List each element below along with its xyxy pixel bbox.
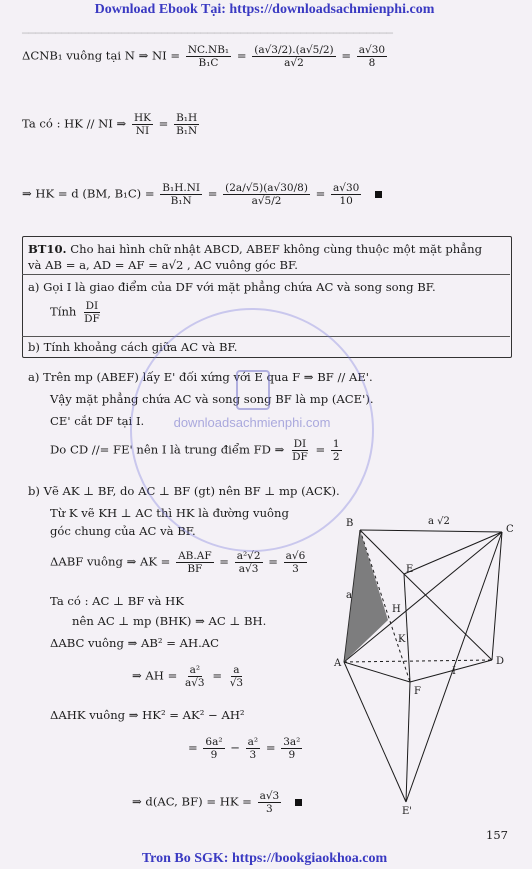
label-f: F bbox=[414, 686, 421, 697]
label-side-a: a bbox=[346, 590, 352, 601]
edge-ae-prime bbox=[344, 662, 406, 802]
label-c: C bbox=[506, 524, 514, 535]
label-k: K bbox=[398, 634, 406, 645]
solution-b-line-1: b) Vẽ AK ⊥ BF, do AC ⊥ BF (gt) nên BF ⊥ mp (ACK). bbox=[28, 484, 340, 498]
end-proof-icon bbox=[295, 799, 302, 806]
solution-b-line-10: = $\frac{\text{6a²}}{9}$ − $\frac{\text{a²}}{3}$ = $\frac{\text{3a²}}{9}$ bbox=[188, 736, 301, 761]
end-proof-icon bbox=[375, 191, 382, 198]
derivation-hk-value: ⇒ HK = d (BM, B₁C) = $\frac{\text{B₁H.NI}}{\text{B₁N}}$ = $\frac{(2a/√5)(a√30/8)}{a√5/2}$ = $\frac{a√30}{10}$ bbox=[22, 182, 382, 207]
solution-a-line-1: a) Trên mp (ABEF) lấy E' đối xứng với E qua F ⇒ BF // AE'. bbox=[28, 370, 373, 384]
edge-ec bbox=[404, 532, 502, 574]
label-e-prime: E' bbox=[402, 806, 413, 817]
label-i: I bbox=[452, 666, 456, 677]
download-banner[interactable]: Download Ebook Tại: https://downloadsachmienphi.com bbox=[94, 2, 435, 17]
exercise-statement-cont: và AB = a, AD = AF = a√2 , AC vuông góc BF. bbox=[28, 258, 298, 272]
watermark-logo bbox=[130, 308, 374, 552]
label-e: E bbox=[406, 564, 414, 575]
edge-af bbox=[344, 662, 410, 682]
label-h: H bbox=[392, 604, 401, 615]
solution-b-line-4: ΔABF vuông ⇒ AK = $\frac{AB.AF}{BF}$ = $\frac{\text{a²√2}}{a√3}$ = $\frac{a√6}{3}$ bbox=[50, 550, 306, 575]
solution-b-line-11: ⇒ d(AC, BF) = HK = $\frac{a√3}{3}$ bbox=[132, 790, 302, 815]
question-b: b) Tính khoảng cách giữa AC và BF. bbox=[28, 340, 238, 354]
solution-b-line-3: góc chung của AC và BF. bbox=[50, 524, 196, 538]
solution-b-line-6: nên AC ⊥ mp (BHK) ⇒ AC ⊥ BH. bbox=[72, 614, 267, 628]
bleed-through-text: ━━━━━━━━━━━━━━━━━━━━━━━━━━━━━━━━━━━━━━━━━━━━━━━━━━━━━━━━ bbox=[22, 27, 393, 40]
edge-ad bbox=[344, 660, 492, 662]
label-a: A bbox=[334, 658, 342, 669]
label-side-a-root2: a √2 bbox=[428, 516, 450, 527]
edge-ef bbox=[404, 574, 410, 682]
document-icon bbox=[236, 370, 270, 410]
page-number: 157 bbox=[486, 828, 508, 842]
solution-b-line-8: ⇒ AH = $\frac{\text{a²}}{a√3}$ = $\frac{a}{√3}$ bbox=[132, 664, 244, 689]
label-d: D bbox=[496, 656, 505, 667]
question-a-cont: Tính $\frac{DI}{DF}$ bbox=[50, 300, 100, 325]
edge-fe-prime bbox=[406, 682, 410, 802]
solution-a-line-2: Vậy mặt phẳng chứa AC và song song BF là mp (ACE'). bbox=[50, 392, 374, 406]
edge-ed bbox=[404, 574, 492, 660]
derivation-hk-ratio: Ta có : HK // NI ⇒ $\frac{HK}{NI}$ = $\frac{\text{B₁H}}{\text{B₁N}}$ bbox=[22, 112, 198, 137]
watermark-text: downloadsachmienphi.com bbox=[173, 415, 331, 430]
edge-bc bbox=[360, 530, 502, 532]
solution-b-line-7: ΔABC vuông ⇒ AB² = AH.AC bbox=[50, 636, 220, 650]
box-divider bbox=[22, 274, 510, 275]
label-b: B bbox=[346, 518, 354, 529]
solution-b-line-9: ΔAHK vuông ⇒ HK² = AK² − AH² bbox=[50, 708, 245, 722]
edge-cd bbox=[492, 532, 502, 660]
derivation-ni: ΔCNB₁ vuông tại N ⇒ NI = $\frac{\text{NC.NB₁}}{\text{B₁C}}$ = $\frac{(a√3/2).(a√5/2)}{a√2}$ = $\frac{a√30}{8}$ bbox=[22, 44, 386, 69]
solution-b-line-2: Từ K vẽ KH ⊥ AC thì HK là đường vuông bbox=[50, 506, 289, 520]
sgk-banner[interactable]: Tron Bo SGK: https://bookgiaokhoa.com bbox=[141, 851, 388, 866]
exercise-statement: BT10. Cho hai hình chữ nhật ABCD, ABEF không cùng thuộc một mặt phẳng bbox=[28, 242, 483, 256]
solution-a-line-3: CE' cắt DF tại I. bbox=[50, 414, 145, 428]
edge-fd bbox=[410, 660, 492, 682]
question-a: a) Gọi I là giao điểm của DF với mặt phẳng chứa AC và song song BF. bbox=[28, 280, 436, 294]
geometry-figure bbox=[334, 502, 532, 822]
solution-b-line-5: Ta có : AC ⊥ BF và HK bbox=[50, 594, 184, 608]
solution-a-line-4: Do CD //= FE' nên I là trung điểm FD ⇒ $\frac{DI}{DF}$ = $\frac{1}{2}$ bbox=[50, 438, 340, 463]
